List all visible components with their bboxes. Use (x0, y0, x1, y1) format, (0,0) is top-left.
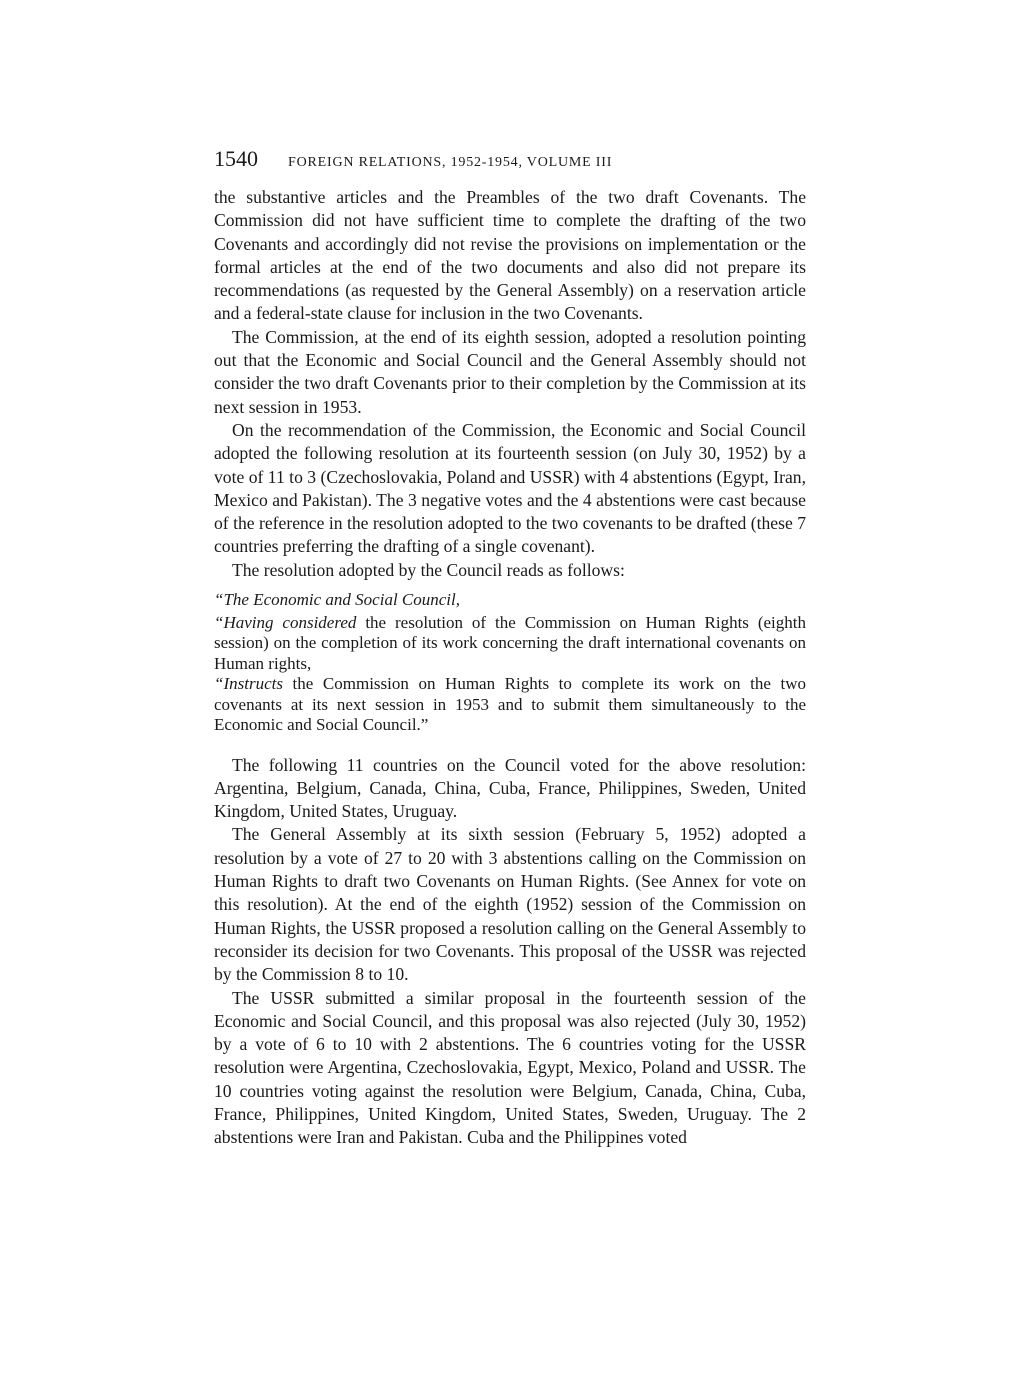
quote-italic: “Having considered (214, 612, 357, 632)
paragraph: The following 11 countries on the Council voted for the above resolution: Argentina, Belgium, Canada, China, Cuba, France, Philippines, Sweden, United Kingdom, United States, Uruguay. (214, 754, 806, 822)
document-page (214, 146, 806, 1150)
paragraph: The General Assembly at its sixth session (February 5, 1952) adopted a resolution by a vote of 27 to 20 with 3 abstentions calling on the Commission on Human Rights to draft two Covenants on Human Rights. (See Annex for vote on this resolution). At the end of the eighth (1952) session of the Commission on Human Rights, the USSR proposed a resolution calling on the General Assembly to reconsider its decision for two Covenants. This proposal of the USSR was rejected by the Commission 8 to 10. (214, 824, 806, 985)
running-head: FOREIGN RELATIONS, 1952-1954, VOLUME III (288, 155, 613, 170)
quote-italic: “The Economic and Social Council, (214, 590, 461, 610)
paragraph: The Commission, at the end of its eighth session, adopted a resolution pointing out that the Economic and Social Council and the General Assembly should not consider the two draft Covenants prior to their completion by the Commission at its next session in 1953. (214, 326, 806, 417)
quoted-resolution (214, 590, 806, 736)
paragraph: The resolution adopted by the Council reads as follows: (232, 559, 625, 580)
quote-line (214, 674, 806, 736)
paragraph: The USSR submitted a similar proposal in the fourteenth session of the Economic and Social Council, and this proposal was also rejected (July 30, 1952) by a vote of 6 to 10 with 2 abstentions. The 6 countries voting for the USSR resolution were Argentina, Czechoslovakia, Egypt, Mexico, Poland and USSR. The 10 countries voting against the resolution were Belgium, Canada, China, Cuba, France, Philippines, United Kingdom, United States, Sweden, Uruguay. The 2 abstentions were Iran and Pakistan. Cuba and the Philippines voted (214, 987, 806, 1148)
paragraph: On the recommendation of the Commission, the Economic and Social Council adopted the following resolution at its fourteenth session (on July 30, 1952) by a vote of 11 to 3 (Czechoslovakia, Poland and USSR) with 4 abstentions (Egypt, Iran, Mexico and Pakistan). The 3 negative votes and the 4 abstentions were cast because of the reference in the resolution adopted to the two covenants to be drafted (these 7 countries preferring the drafting of a single covenant). (214, 419, 806, 557)
paragraph: the substantive articles and the Preambles of the two draft Covenants. The Commission did not have sufficient time to complete the drafting of the two Covenants and accordingly did not revise the provisions on implementation or the formal articles at the end of the two documents and also did not prepare its recommendations (as requested by the General Assembly) on a reservation article and a federal-state clause for inclusion in the two Covenants. (214, 187, 806, 324)
page-number: 1540 (214, 146, 258, 171)
quote-text: the Commission on Human Rights to complete its work on the two covenants at its next session in 1953 and to submit them simultaneously to the Economic and Social Council.” (214, 674, 806, 735)
page-header (214, 146, 806, 182)
quote-text: the resolution of the Commission on Human Rights (eighth session) on the completion of its work concerning the draft international covenants on Human rights, (214, 612, 806, 673)
quote-line (214, 590, 806, 611)
quote-line (214, 613, 806, 675)
quote-italic: “Instructs (214, 674, 283, 694)
